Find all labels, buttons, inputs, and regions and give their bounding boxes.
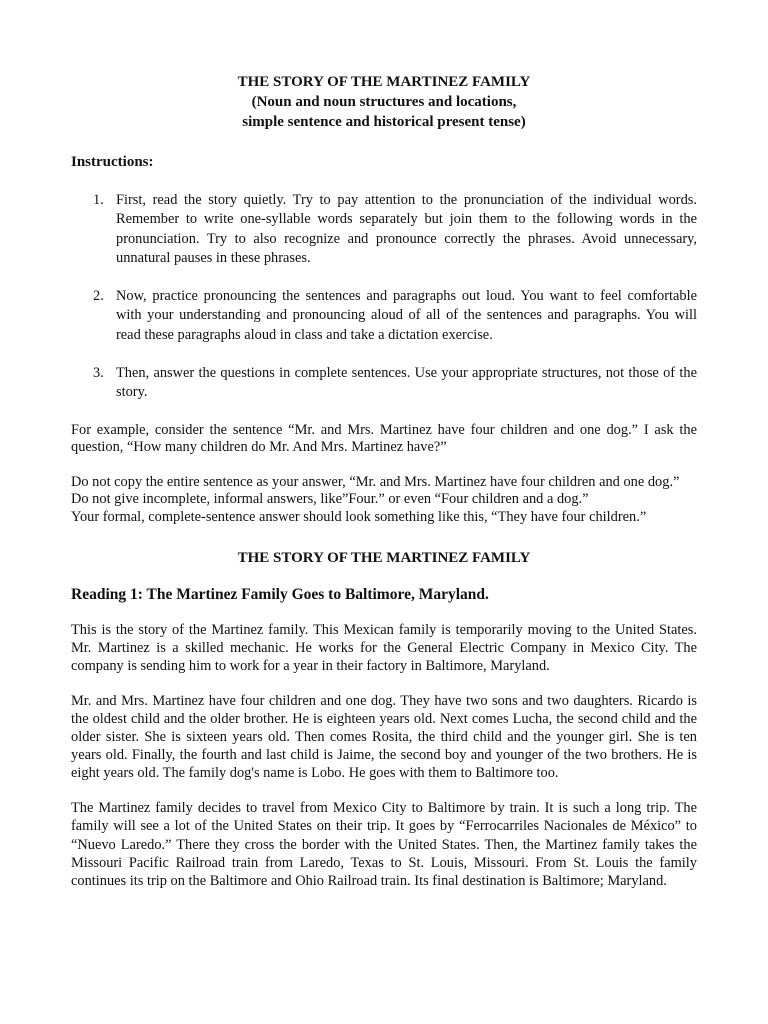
- instruction-text: Then, answer the questions in complete sentences. Use your appropriate structures, not those of the story.: [116, 365, 697, 401]
- reading-title: Reading 1: The Martinez Family Goes to Baltimore, Maryland.: [71, 585, 489, 603]
- story-paragraph: This is the story of the Martinez family. This Mexican family is temporarily moving to the United States. Mr. Martinez is a skilled mechanic. He works for the General Electric Company in Mexico City. The company is sending him to work for a year in their factory in Baltimore, Maryland.: [71, 621, 697, 674]
- example-paragraph: Do not give incomplete, informal answers, like”Four.” or even “Four children and a dog.”: [71, 491, 589, 508]
- document-page: [71, 72, 697, 890]
- story-paragraph: Mr. and Mrs. Martinez have four children and one dog. They have two sons and two daughters. Ricardo is the oldest child and the older brother. He is eighteen years old. Next comes Lucha, the second child and the older sister. She is sixteen years old. Then comes Rosita, the third child and the younger girl. She is ten years old. Finally, the fourth and last child is Jaime, the second boy and younger of the two brothers. He is eight years old. The family dog's name is Lobo. He goes with them to Baltimore too.: [71, 692, 697, 782]
- title-line-1: THE STORY OF THE MARTINEZ FAMILY: [237, 74, 531, 90]
- title-line-3: simple sentence and historical present tense): [242, 114, 526, 130]
- instruction-item: [71, 191, 697, 268]
- story-paragraph: The Martinez family decides to travel from Mexico City to Baltimore by train. It is such a long trip. The family will see a lot of the United States on their trip. It goes by “Ferrocarriles Nacionales de México” to “Nuevo Laredo.” There they cross the border with the United States. Then, the Martinez family takes the Missouri Pacific Railroad train from Laredo, Texas to St. Louis, Missouri. From St. Louis the family continues its trip on the Baltimore and Ohio Railroad train. Its final destination is Baltimore; Maryland.: [71, 800, 697, 889]
- example-paragraph: For example, consider the sentence “Mr. and Mrs. Martinez have four children and one dog.” I ask the question, “How many children do Mr. And Mrs. Martinez have?”: [71, 421, 697, 456]
- instructions-list: [71, 191, 697, 403]
- example-paragraph: Your formal, complete-sentence answer should look something like this, “They have four children.”: [71, 509, 647, 526]
- example-section: [71, 422, 697, 527]
- instruction-number: 2.: [93, 288, 104, 305]
- instruction-text: Now, practice pronouncing the sentences and paragraphs out loud. You want to feel comfortable with your understanding and pronouncing aloud of all of the sentences and paragraphs. You will read these paragraphs aloud in class and take a dictation exercise.: [116, 288, 697, 343]
- instruction-number: 1.: [93, 192, 104, 208]
- title-line-2: (Noun and noun structures and locations,: [251, 94, 517, 110]
- example-paragraph: Do not copy the entire sentence as your answer, “Mr. and Mrs. Martinez have four children and one dog.”: [71, 473, 680, 490]
- story-body: [71, 621, 697, 890]
- instruction-number: 3.: [93, 365, 104, 382]
- instructions-heading: Instructions:: [71, 154, 154, 170]
- document-title: [71, 72, 697, 132]
- instruction-item: [71, 364, 697, 403]
- instruction-text: First, read the story quietly. Try to pay attention to the pronunciation of the individual words. Remember to write one-syllable words separately but join them to the following words in the pronunciation. Try to also recognize and pronounce correctly the phrases. Avoid unnecessary, unnatural pauses in these phrases.: [116, 192, 697, 266]
- story-title: THE STORY OF THE MARTINEZ FAMILY: [237, 549, 531, 566]
- instruction-item: [71, 287, 697, 345]
